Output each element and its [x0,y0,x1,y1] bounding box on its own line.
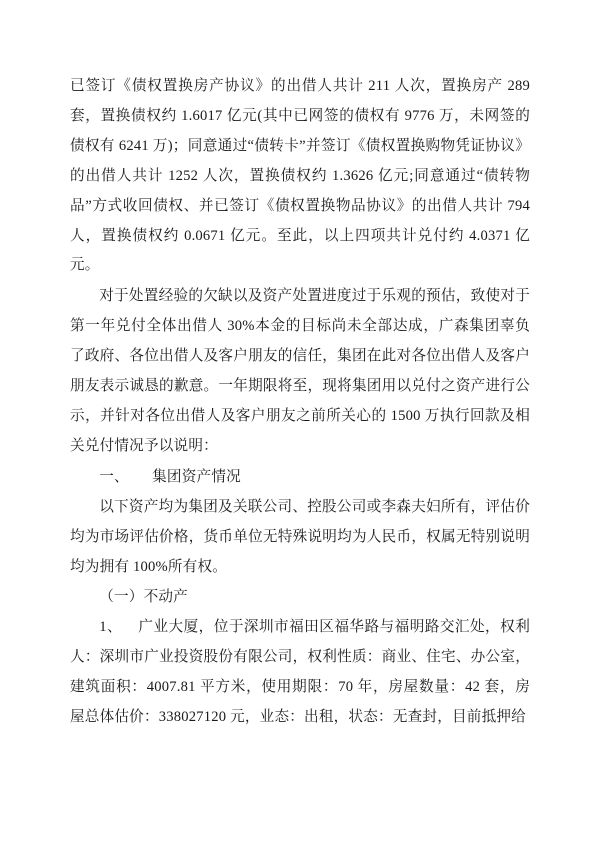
heading-number: 一、 [99,468,129,485]
paragraph-asset-ownership-note: 以下资产均为集团及关联公司、控股公司或李森夫妇所有，评估价均为市场评估价格，货币单位无特殊说明均为人民币，权属无特别说明均为拥有 100%所有权。 [70,498,530,575]
list-item-guangye-building [70,613,530,733]
list-item-number: 1、 [99,619,123,636]
subheading-real-estate: （一）不动产 [99,589,188,606]
list-item-text: 广业大厦，位于深圳市福田区福华路与福明路交汇处，权利人：深圳市广业投资股份有限公司，权利性质：商业、住宅、办公室，建筑面积：4007.81 平方米，使用期限：70 年，房屋数量：42 套，房屋总体估价：338027120 元，业态：出租，状态：无查封，目前抵押给 [70,619,531,726]
heading-group-asset-overview [70,463,530,493]
paragraph-apology-statement: 对于处置经验的欠缺以及资产处置进度过于乐观的预估，致使对于第一年兑付全体出借人 30%本金的目标尚未全部达成，广森集团辜负了政府、各位出借人及客户朋友的信任，集团在此对各位出借人及客户朋友表示诚恳的歉意。一年期限将至，现将集团用以兑付之资产进行公示，并针对各位出借人及客户朋友之前所关心的 1500 万执行回款及相关兑付情况予以说明： [70,288,530,454]
heading-text: 集团资产情况 [152,468,241,485]
paragraph-asset-summary: 已签订《债权置换房产协议》的出借人共计 211 人次，置换房产 289 套，置换债权约 1.6017 亿元(其中已网签的债权有 9776 万，未网签的债权有 6241 万)；同意通过“债转卡”并签订《债权置换购物凭证协议》的出借人共计 1252 人次，置换债权约 1.3626 亿元;同意通过“债转物品”方式收回债权、并已签订《债权置换物品协议》的出借人共计 794 人，置换债权约 0.0671 亿元。至此，以上四项共计兑付约 4.0371 亿元。 [70,78,530,274]
document-body [70,72,530,733]
